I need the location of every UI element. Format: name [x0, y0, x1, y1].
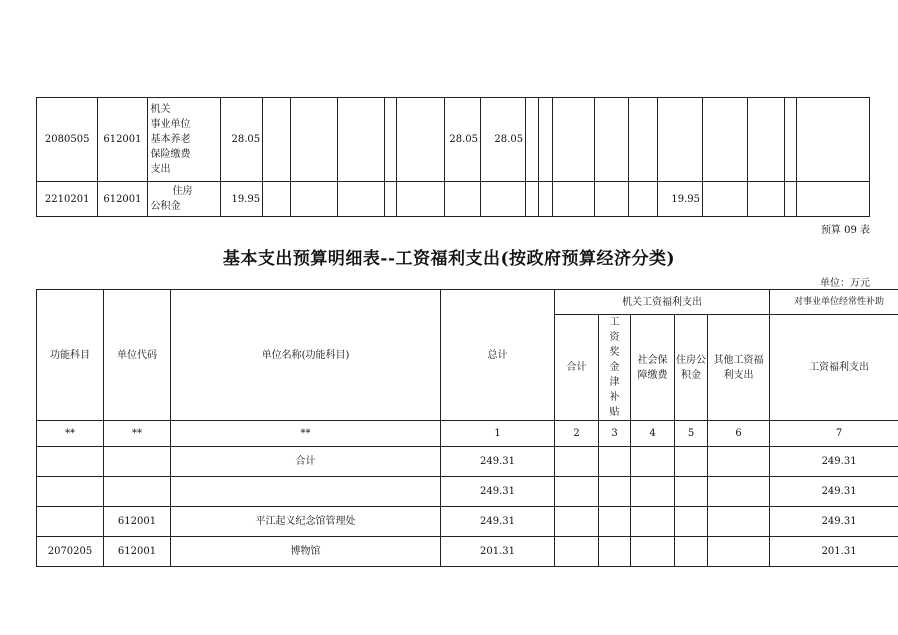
value-cell — [445, 182, 481, 217]
name-line: 基本养老 — [150, 134, 191, 145]
header-total: 总计 — [441, 290, 555, 421]
gov-subtotal-cell — [555, 537, 599, 567]
name-line: 机关 — [150, 104, 171, 115]
unit-name-cell: 博物馆 — [171, 537, 441, 567]
table-row — [37, 507, 898, 537]
header-gov-other: 其他工资福利支出 — [708, 315, 770, 421]
index-row — [37, 421, 898, 447]
item-name-cell — [147, 182, 221, 217]
unit-code-cell — [104, 477, 171, 507]
unit-label: 单位：万元 — [820, 278, 870, 289]
total-cell: 201.31 — [441, 537, 555, 567]
index-cell: 1 — [441, 421, 555, 447]
index-cell: ** — [104, 421, 171, 447]
gov-social-cell — [631, 537, 675, 567]
header-unit-name: 单位名称(功能科目) — [171, 290, 441, 421]
table-row — [37, 447, 898, 477]
index-cell: 5 — [675, 421, 708, 447]
function-code-cell — [37, 447, 104, 477]
name-line: 事业单位 — [150, 119, 191, 130]
name-line: 公积金 — [150, 201, 181, 212]
value-cell — [481, 182, 526, 217]
table-row — [37, 98, 870, 182]
gov-bonus-cell — [599, 507, 631, 537]
unit-code-cell: 612001 — [104, 537, 171, 567]
index-cell: 3 — [599, 421, 631, 447]
total-cell: 249.31 — [441, 477, 555, 507]
institution-wages-cell: 249.31 — [770, 477, 898, 507]
header-gov-subtotal: 合计 — [555, 315, 599, 421]
gov-social-cell — [631, 507, 675, 537]
header-row — [37, 290, 898, 315]
total-cell: 249.31 — [441, 507, 555, 537]
name-line: 支出 — [150, 164, 171, 175]
value-cell: 19.95 — [658, 182, 703, 217]
total-cell: 28.05 — [221, 98, 263, 182]
function-code-cell — [37, 477, 104, 507]
index-cell: 4 — [631, 421, 675, 447]
index-cell: 6 — [708, 421, 770, 447]
function-code-cell — [37, 507, 104, 537]
function-code-cell: 2080505 — [37, 98, 98, 182]
gov-subtotal-cell — [555, 507, 599, 537]
index-cell: ** — [37, 421, 104, 447]
unit-code-cell: 612001 — [98, 98, 147, 182]
gov-social-cell — [631, 477, 675, 507]
total-cell: 19.95 — [221, 182, 263, 217]
budget-detail-table — [36, 289, 898, 567]
previous-table-continuation — [36, 97, 870, 217]
unit-name-cell: 合计 — [171, 447, 441, 477]
unit-code-cell: 612001 — [98, 182, 147, 217]
value-cell: 28.05 — [445, 98, 481, 182]
gov-subtotal-cell — [555, 447, 599, 477]
header-gov-housing: 住房公积金 — [675, 315, 708, 421]
gov-housing-cell — [675, 507, 708, 537]
index-cell: ** — [171, 421, 441, 447]
header-gov-welfare-group: 机关工资福利支出 — [555, 290, 770, 315]
unit-code-cell: 612001 — [104, 507, 171, 537]
gov-other-cell — [708, 507, 770, 537]
table-row — [37, 537, 898, 567]
institution-wages-cell: 249.31 — [770, 507, 898, 537]
index-cell: 7 — [770, 421, 898, 447]
index-cell: 2 — [555, 421, 599, 447]
header-function-subject: 功能科目 — [37, 290, 104, 421]
gov-housing-cell — [675, 447, 708, 477]
gov-social-cell — [631, 447, 675, 477]
institution-wages-cell: 249.31 — [770, 447, 898, 477]
gov-other-cell — [708, 477, 770, 507]
gov-subtotal-cell — [555, 477, 599, 507]
gov-bonus-cell — [599, 537, 631, 567]
header-gov-social: 社会保障缴费 — [631, 315, 675, 421]
value-cell: 28.05 — [481, 98, 526, 182]
table-row — [37, 182, 870, 217]
header-unit-code: 单位代码 — [104, 290, 171, 421]
item-name-cell — [147, 98, 221, 182]
gov-housing-cell — [675, 537, 708, 567]
function-code-cell: 2070205 — [37, 537, 104, 567]
unit-name-cell — [171, 477, 441, 507]
gov-bonus-cell — [599, 447, 631, 477]
gov-housing-cell — [675, 477, 708, 507]
total-cell: 249.31 — [441, 447, 555, 477]
header-institution-wages: 工资福利支出 — [770, 315, 898, 421]
header-gov-bonus: 工资奖金津补贴 — [599, 315, 631, 421]
table-row — [37, 477, 898, 507]
table-number: 预算 09 表 — [820, 225, 870, 236]
name-line: 保险缴费 — [150, 149, 191, 160]
gov-bonus-cell — [599, 477, 631, 507]
gov-other-cell — [708, 537, 770, 567]
value-cell — [658, 98, 703, 182]
function-code-cell: 2210201 — [37, 182, 98, 217]
gov-other-cell — [708, 447, 770, 477]
name-line: 住房 — [172, 186, 193, 197]
unit-code-cell — [104, 447, 171, 477]
header-institution-subsidy: 对事业单位经常性补助 — [770, 290, 898, 315]
institution-wages-cell: 201.31 — [770, 537, 898, 567]
page-title: 基本支出预算明细表--工资福利支出(按政府预算经济分类) — [222, 249, 676, 269]
unit-name-cell: 平江起义纪念馆管理处 — [171, 507, 441, 537]
